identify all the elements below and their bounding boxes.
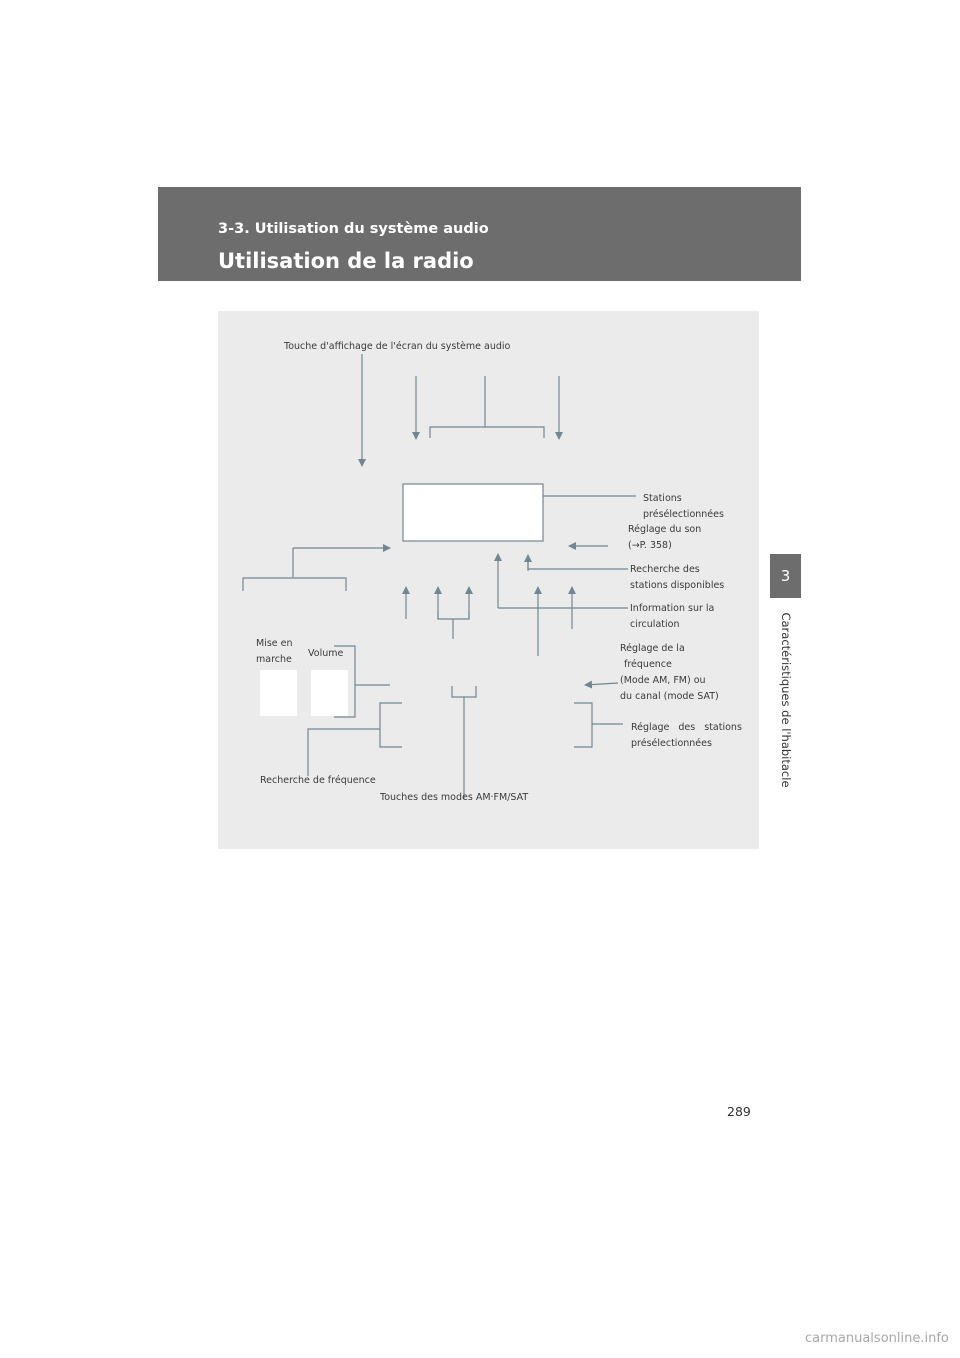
label-power-1: Mise en xyxy=(256,638,293,649)
chapter-side-title: Caractéristiques de l'habitacle xyxy=(779,612,793,788)
label-stations-1: Stations xyxy=(643,493,682,504)
label-preset-set-1: Réglage des stations xyxy=(631,722,742,733)
volume-knob[interactable] xyxy=(311,670,348,716)
label-power-2: marche xyxy=(256,654,292,665)
label-tune-2: fréquence xyxy=(624,659,672,670)
watermark: carmanualsonline.info xyxy=(805,1331,949,1346)
radio-diagram xyxy=(218,311,759,849)
label-tune-4: du canal (mode SAT) xyxy=(620,691,719,702)
label-preset-set-2: présélectionnées xyxy=(631,738,712,749)
label-volume: Volume xyxy=(308,648,344,659)
label-traffic-2: circulation xyxy=(630,619,680,630)
label-traffic-1: Information sur la xyxy=(630,603,715,614)
label-tune-3: (Mode AM, FM) ou xyxy=(620,675,706,686)
display-screen xyxy=(403,484,543,541)
page-title: Utilisation de la radio xyxy=(218,249,474,273)
label-audio-screen: Touche d'affichage de l'écran du système audio xyxy=(284,341,511,352)
label-sound-1: Réglage du son xyxy=(628,524,702,535)
label-tune-1: Réglage de la xyxy=(620,643,685,654)
label-scan-2: stations disponibles xyxy=(630,580,725,591)
label-sound-2: (→P. 358) xyxy=(628,540,672,551)
section-label: 3-3. Utilisation du système audio xyxy=(218,221,489,237)
page-number: 289 xyxy=(727,1104,751,1119)
page-header xyxy=(158,187,801,281)
label-seek: Recherche de fréquence xyxy=(260,775,376,786)
label-stations-2: présélectionnées xyxy=(643,509,724,520)
power-button[interactable] xyxy=(260,670,297,716)
label-scan-1: Recherche des xyxy=(630,564,700,575)
label-modes: Touches des modes AM·FM/SAT xyxy=(380,792,529,803)
chapter-tab[interactable]: 3 xyxy=(770,554,801,598)
